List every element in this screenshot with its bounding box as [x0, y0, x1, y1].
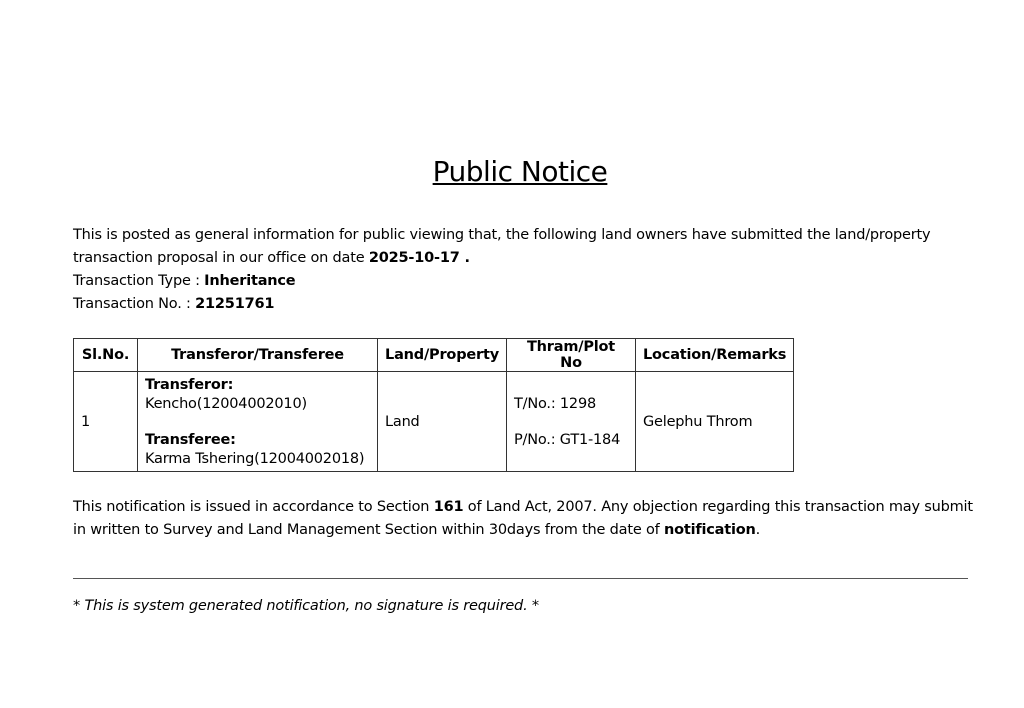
header-transferor-transferee: Transferor/Transferee: [138, 339, 378, 372]
submission-date: 2025-10-17 .: [368, 250, 470, 266]
intro-text: This is posted as general information for public viewing that, the following land owners have submitted the land/property transaction proposal in our office on date: [73, 227, 931, 266]
legal-notice: [73, 496, 973, 542]
transferor-label: Transferor:: [145, 377, 234, 393]
header-location-remarks: Location/Remarks: [636, 339, 794, 372]
header-land-property: Land/Property: [378, 339, 507, 372]
table-header-row: [74, 339, 794, 372]
notice-intro: [73, 224, 973, 316]
intro-paragraph: [73, 224, 973, 270]
thram-no: T/No.: 1298: [514, 395, 597, 412]
transaction-no-label: Transaction No. :: [73, 296, 196, 312]
transaction-type-line: [73, 270, 973, 293]
divider: [73, 578, 968, 579]
transaction-type-label: Transaction Type :: [73, 273, 205, 289]
transferor-name: Kencho(12004002010): [145, 395, 307, 412]
system-generated-note: * This is system generated notification, no signature is required. *: [73, 598, 539, 614]
cell-parties: [138, 372, 378, 472]
cell-property: Land: [378, 372, 507, 472]
transferee-label: Transferee:: [145, 432, 236, 448]
header-thram-plot-no: Thram/Plot No: [507, 339, 636, 372]
legal-paragraph: This notification is issued in accordance to Section 161 of Land Act, 2007. Any objection regarding this transaction may submit in written to Survey and Land Management Section within 30days from the date of notification.: [73, 499, 973, 538]
notification-word: notification: [663, 522, 756, 538]
cell-location: Gelephu Throm: [636, 372, 794, 472]
section-number: 161: [433, 499, 464, 515]
transaction-table: [73, 338, 794, 472]
transaction-no-value: 21251761: [195, 296, 275, 312]
cell-sl-no: 1: [74, 372, 138, 472]
header-sl-no: Sl.No.: [74, 339, 138, 372]
transferee-name: Karma Tshering(12004002018): [145, 450, 365, 467]
plot-no: P/No.: GT1-184: [514, 432, 621, 448]
cell-thram-plot: [507, 372, 636, 472]
page-title: Public Notice: [432, 155, 608, 188]
table-row: [74, 372, 794, 472]
transaction-no-line: [73, 293, 973, 316]
transaction-type-value: Inheritance: [204, 273, 296, 289]
